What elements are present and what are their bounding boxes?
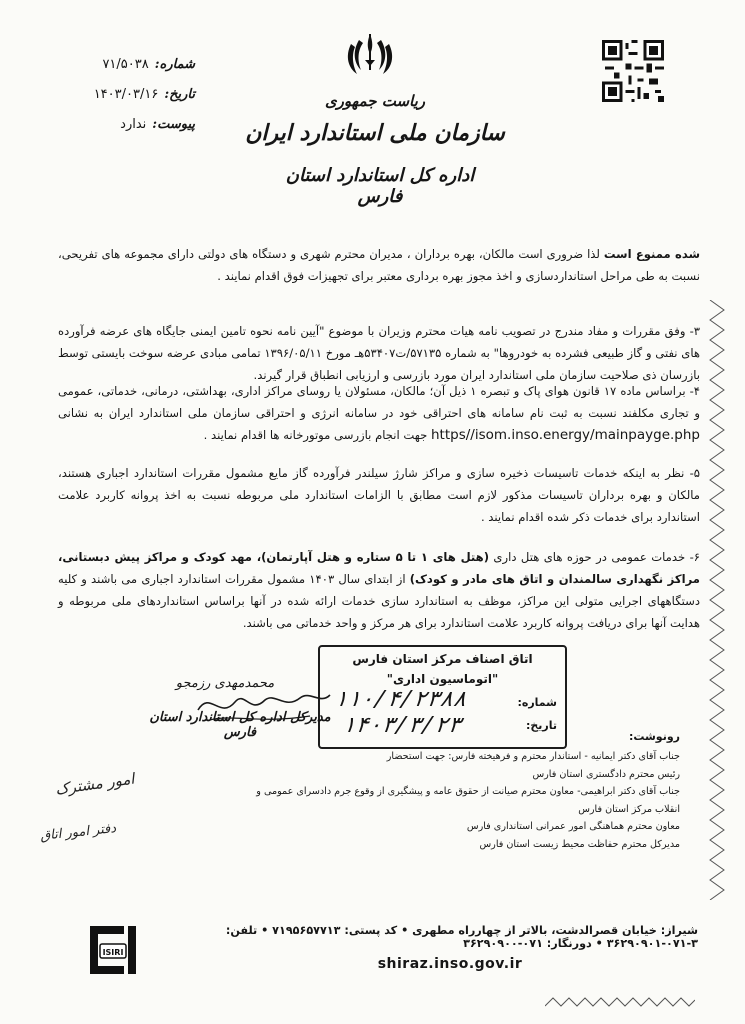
- handwritten-note-2: دفتر امور اتاق: [39, 821, 117, 844]
- iran-emblem-icon: [345, 30, 395, 82]
- org-line-presidency: ریاست جمهوری: [324, 92, 426, 110]
- cc-item: رئیس محترم دادگستری استان فارس: [532, 768, 680, 780]
- isiri-logo-icon: [80, 920, 142, 980]
- paragraph-6: [58, 546, 700, 634]
- stamp-number-value: ۱۱۰/۴/۲۳۸۸: [332, 687, 469, 712]
- paragraph-intro: [58, 243, 700, 287]
- signatory-title: مدیرکل اداره کل استاندارد استان فارس: [149, 710, 331, 740]
- cc-item: جناب آقای دکتر ایمانیه - استاندار محترم و فرهیخته فارس: جهت استحضار: [386, 751, 680, 762]
- org-line-fars-office: اداره کل استاندارد استان فارس: [285, 165, 475, 207]
- org-line-inso: سازمان ملی استاندارد ایران: [245, 120, 505, 146]
- letter-number-value: ۷۱/۵۰۳۸: [102, 57, 149, 72]
- footer-address: شیراز: خیابان قصرالدشت، بالاتر از چهارراه مطهری • کد پستی: ۷۱۹۵۶۵۷۷۱۳ • تلفن: ۳-۰۷۱-۳۶۲۹۰۹۰۱ • دورنگار: ۰۷۱-۳۶۲۹۰۹۰۰: [225, 924, 698, 950]
- letter-number: [60, 57, 195, 72]
- p4-url: https//isom.inso.energy/mainpayge.php: [431, 427, 700, 443]
- receipt-stamp: [318, 645, 567, 749]
- p4-end: جهت انجام بازرسی موتورخانه ها اقدام نمایند .: [203, 428, 428, 442]
- cc-heading: رونوشت:: [628, 730, 680, 743]
- stamp-line1: اتاق اصناف مرکز استان فارس: [352, 652, 533, 666]
- qr-code-icon: [602, 40, 664, 102]
- p6-bold: (هتل های ۱ تا ۵ ستاره و هتل آپارتمان)، مهد کودک و مراکز پیش دبستانی، مراکز نگهداری سالمندان و اتاق های مادر و کودک): [58, 550, 700, 586]
- letter-number-label: شماره:: [154, 57, 195, 72]
- cc-list: [250, 748, 680, 853]
- p6-end: از ابتدای سال ۱۴۰۳ مشمول مقررات استاندارد اجباری می باشند و کلیه دستگاههای اجرایی متولی این مراکز، موظف به استاندارد سازی خدمات ارائه شده در آنها براساس استانداردهای ملی مربوطه و هدایت آنها برای دریافت پروانه کاربرد علامت استاندارد برای هر مرکز و واحد خدماتی می باشند.: [58, 572, 700, 630]
- intro-text: لذا ضروری است مالکان، بهره برداران ، مدیران محترم شهری و دستگاه های دولتی دارای مجموعه های تفریحی، نسبت به طی مراحل استانداردسازی و اخذ مجوز بهره برداری معتبر برای تجهیزات فوق اقدام نمایند .: [58, 247, 700, 283]
- cc-item: معاون محترم هماهنگی امور عمرانی استانداری فارس: [466, 821, 680, 832]
- stamp-line2: "اتوماسیون اداری": [386, 672, 499, 686]
- footer-website: shiraz.inso.gov.ir: [377, 956, 523, 972]
- letter-attachment-value: ندارد: [120, 117, 147, 132]
- decorative-border-right: [706, 300, 728, 900]
- stamp-date-label: تاریخ:: [525, 719, 557, 732]
- cc-item: جناب آقای دکتر ابراهیمی- معاون محترم صیانت از حقوق عامه و پیشگیری از وقوع جرم دادسرای عمومی و انقلاب مرکز استان فارس: [256, 786, 680, 815]
- paragraph-3: ۳- وفق مقررات و مفاد مندرج در تصویب نامه هیات محترم وزیران با موضوع "آیین نامه نحوه تامین ایمنی جایگاه های عرضه فرآورده های نفتی و گاز طبیعی فشرده به خودروها" به شماره ۵۷۱۳۵/ت۵۳۴۰۷هـ مورخ ۱۳۹۶/۰۵/۱۱ تمامی مبادی عرضه سوخت بایستی توسط بازرسان ذی صلاحیت سازمان ملی استاندارد ایران مورد بازرسی و ارزیابی انطباق قرار گیرند.: [58, 324, 700, 382]
- letter-date: [60, 87, 195, 102]
- stamp-date-value: ۱۴۰۳/۳/۲۳: [340, 713, 463, 738]
- paragraph-5: ۵- نظر به اینکه خدمات تاسیسات ذخیره سازی و مراکز شارژ سیلندر فرآورده گاز مایع مشمول مقررات استاندارد اجباری هستند، مالکان و بهره برداران تاسیسات مذکور لازم است مطابق با الزامات استاندارد ملی مربوطه نسبت به اخذ پروانه کاربرد علامت استاندارد برای خدمات ذکر شده اقدام نمایند .: [58, 466, 700, 524]
- letter-date-value: ۱۴۰۳/۰۳/۱۶: [93, 87, 159, 102]
- stamp-number-label: شماره:: [517, 696, 557, 709]
- letter-attachment: [60, 117, 195, 132]
- p6-start: ۶- خدمات عمومی در حوزه های هتل داری: [489, 550, 700, 564]
- letter-date-label: تاریخ:: [164, 87, 195, 102]
- intro-bold: شده ممنوع است: [603, 247, 700, 261]
- logo-text: ISIRI: [102, 948, 124, 957]
- cc-item: مدیرکل محترم حفاظت محیط زیست استان فارس: [479, 838, 680, 850]
- decorative-border-bottom: [545, 994, 695, 1010]
- p4-text: ۴- براساس ماده ۱۷ قانون هوای پاک و تبصره ۱ ذیل آن؛ مالکان، مسئولان یا روسای مراکز اداری، بهداشتی، درمانی، خدماتی، عمومی و تجاری مکلفند نسبت به ثبت نام سامانه های احتراقی خود در سامانه انرژی و احتراقی سازمان ملی استاندارد ایران به نشانی: [58, 384, 701, 420]
- signatory-name: محمدمهدی رزمجو: [175, 676, 275, 691]
- paragraph-4: [58, 380, 700, 446]
- letter-attachment-label: پیوست:: [152, 117, 195, 132]
- handwritten-note-1: امور مشترک: [54, 769, 136, 799]
